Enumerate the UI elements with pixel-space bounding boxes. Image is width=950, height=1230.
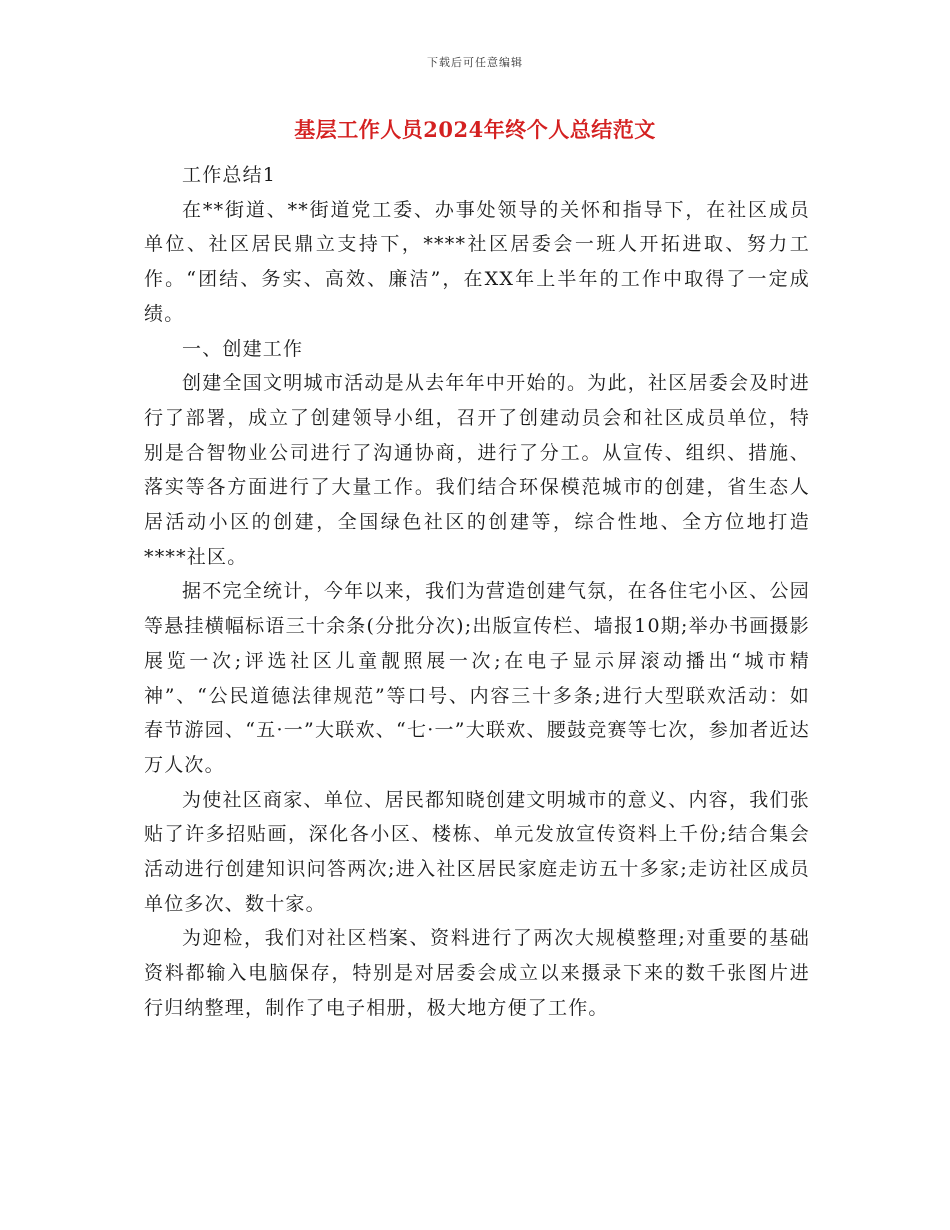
document-body (144, 158, 810, 1026)
paragraph: 据不完全统计，今年以来，我们为营造创建气氛，在各住宅小区、公园等悬挂横幅标语三十余条(分批分次);出版宣传栏、墙报10期;举办书画摄影展览一次;评选社区儿童靓照展一次;在电子显示屏滚动播出“城市精神”、“公民道德法律规范”等口号、内容三十多条;进行大型联欢活动：如春节游园、“五·一”大联欢、“七·一”大联欢、腰鼓竞赛等七次，参加者近达万人次。 (144, 580, 810, 776)
paragraph: 为使社区商家、单位、居民都知晓创建文明城市的意义、内容，我们张贴了许多招贴画，深化各小区、楼栋、单元发放宣传资料上千份;结合集会活动进行创建知识问答两次;进入社区居民家庭走访五十多家;走访社区成员单位多次、数十家。 (144, 788, 810, 915)
section-heading: 一、创建工作 (182, 337, 304, 360)
paragraph: 创建全国文明城市活动是从去年年中开始的。为此，社区居委会及时进行了部署，成立了创建领导小组，召开了创建动员会和社区成员单位，特别是合智物业公司进行了沟通协商，进行了分工。从宣传、组织、措施、落实等各方面进行了大量工作。我们结合环保模范城市的创建，省生态人居活动小区的创建，全国绿色社区的创建等，综合性地、全方位地打造****社区。 (144, 372, 810, 568)
document-title: 基层工作人员2024年终个人总结范文 (294, 117, 656, 142)
header-note: 下载后可任意编辑 (427, 56, 523, 69)
paragraph: 为迎检，我们对社区档案、资料进行了两次大规模整理;对重要的基础资料都输入电脑保存，特别是对居委会成立以来摄录下来的数千张图片进行归纳整理，制作了电子相册，极大地方便了工作。 (144, 927, 810, 1019)
paragraph: 在**街道、**街道党工委、办事处领导的关怀和指导下，在社区成员单位、社区居民鼎立支持下，****社区居委会一班人开拓进取、努力工作。“团结、务实、高效、廉洁”，在XX年上半年的工作中取得了一定成绩。 (144, 198, 810, 325)
section-heading: 工作总结1 (182, 164, 277, 186)
